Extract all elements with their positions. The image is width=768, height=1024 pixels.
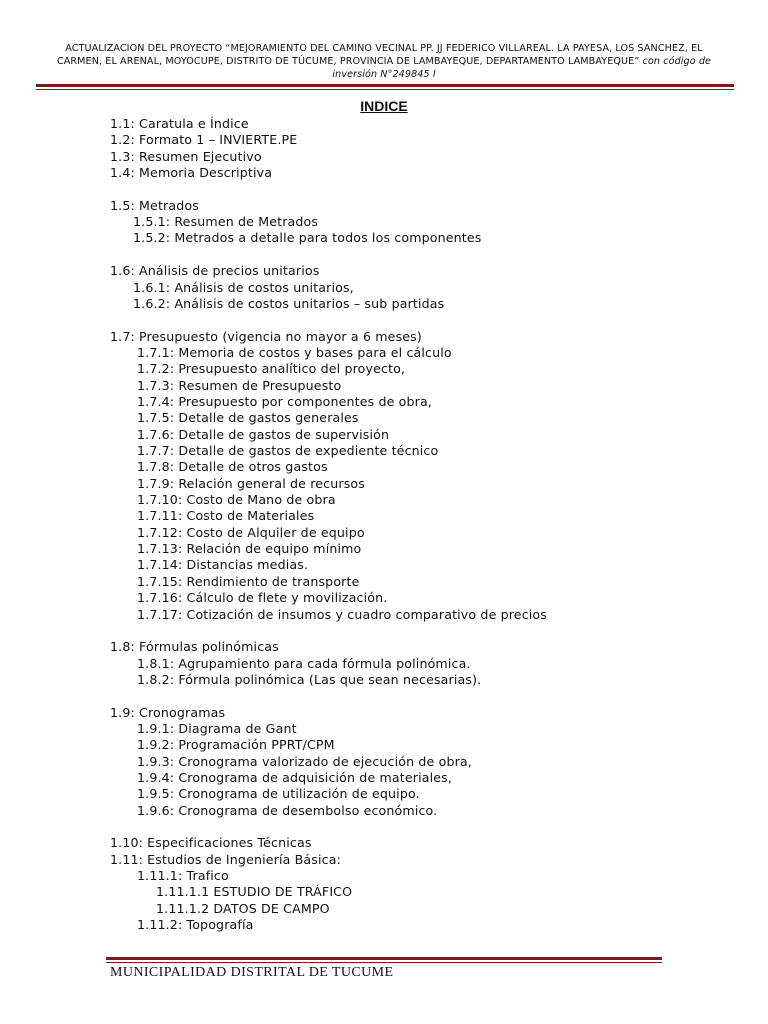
toc-entry: 1.9.3: Cronograma valorizado de ejecución de obra, [137,753,472,769]
toc-entry: 1.7.6: Detalle de gastos de supervisión [137,426,390,442]
header-investment-code-label: con código de [642,56,712,67]
toc-entry: 1.7.9: Relación general de recursos [137,475,365,491]
toc-entry: 1.6: Análisis de precios unitarios [110,263,320,279]
toc-entry: 1.7.3: Resumen de Presupuesto [137,377,342,393]
toc-entry: 1.9: Cronogramas [110,704,226,720]
toc-entry: 1.7.14: Distancias medias. [137,557,309,573]
toc-entry: 1.7.8: Detalle de otros gastos [137,459,328,475]
toc-entry: 1.5.2: Metrados a detalle para todos los componentes [133,230,482,246]
toc-entry: 1.7.12: Costo de Alquiler de equipo [137,524,365,540]
toc-entry: 1.9.5: Cronograma de utilización de equipo. [137,786,420,802]
toc-entry: 1.9.1: Diagrama de Gant [137,720,297,736]
toc-entry: 1.8.1: Agrupamiento para cada fórmula polinómica. [137,655,471,671]
toc-entry: 1.7.13: Relación de equipo mínimo [137,541,362,557]
footer-municipality: MUNICIPALIDAD DISTRITAL DE TUCUME [110,965,394,980]
toc-entry: 1.11.1.1 ESTUDIO DE TRÁFICO [156,884,353,900]
header-divider-thin [36,89,734,90]
header-line-2 [28,55,740,68]
header-line-1: ACTUALIZACION DEL PROYECTO “MEJORAMIENTO DEL CAMINO VECINAL PP. JJ FEDERICO VILLAREAL. LA PAYESA, LOS SANCHEZ, EL [65,43,703,54]
toc-entry: 1.7.10: Costo de Mano de obra [137,492,336,508]
toc-entry: 1.7.7: Detalle de gastos de expediente técnico [137,443,439,458]
toc-entry: 1.5: Metrados [110,197,199,213]
toc-entry: 1.4: Memoria Descriptiva [110,165,273,181]
index-title: INDICE [360,98,408,114]
toc-entry: 1.8.2: Fórmula polinómica (Las que sean necesarias). [137,671,482,687]
toc-entry: 1.10: Especificaciones Técnicas [110,835,312,851]
toc-entry: 1.9.6: Cronograma de desembolso económico. [137,802,438,818]
document-header [28,42,740,81]
toc-entry: 1.6.1: Análisis de costos unitarios, [133,279,354,295]
toc-entry: 1.11.2: Topografía [137,917,254,933]
toc-entry: 1.7.15: Rendimiento de transporte [137,573,360,589]
header-line-3: inversión N°249845 l [332,69,436,80]
header-divider-thick [36,84,734,87]
toc-entry: 1.7.16: Cálculo de flete y movilización. [137,590,388,606]
toc-entry: 1.7.1: Memoria de costos y bases para el cálculo [137,344,452,360]
toc-entry: 1.8: Fórmulas polinómicas [110,639,279,655]
toc-entry: 1.1: Caratula e Índice [110,116,249,131]
toc-entry: 1.9.4: Cronograma de adquisición de materiales, [137,770,453,785]
toc-entry: 1.7.17: Cotización de insumos y cuadro comparativo de precios [137,606,547,622]
footer-divider-thick [106,957,662,960]
toc-entry: 1.2: Formato 1 – INVIERTE.PE [110,132,298,148]
header-line-2-text: CARMEN, EL ARENAL, MOYOCUPE, DISTRITO DE TÚCUME, PROVINCIA DE LAMBAYEQUE, DEPARTAMENTO LAMBAYEQUE” [56,56,640,67]
toc-entry: 1.7.11: Costo de Materiales [137,508,315,524]
toc-entry: 1.7.2: Presupuesto analítico del proyecto, [137,361,406,377]
footer-divider-thin [106,962,662,963]
toc-entry: 1.5.1: Resumen de Metrados [133,214,319,230]
toc-entry: 1.7: Presupuesto (vigencia no mayor a 6 meses) [110,328,422,344]
toc-entry: 1.3: Resumen Ejecutivo [110,148,262,164]
toc-entry: 1.7.4: Presupuesto por componentes de obra, [137,393,433,409]
toc-entry: 1.7.5: Detalle de gastos generales [137,410,359,426]
toc-entry: 1.11: Estudios de Ingeniería Básica: [110,851,341,867]
toc-entry: 1.11.1: Trafico [137,868,229,884]
toc-entry: 1.6.2: Análisis de costos unitarios – sub partidas [133,295,445,311]
toc-entry: 1.9.2: Programación PPRT/CPM [137,737,335,753]
toc-entry: 1.11.1.2 DATOS DE CAMPO [156,900,330,916]
